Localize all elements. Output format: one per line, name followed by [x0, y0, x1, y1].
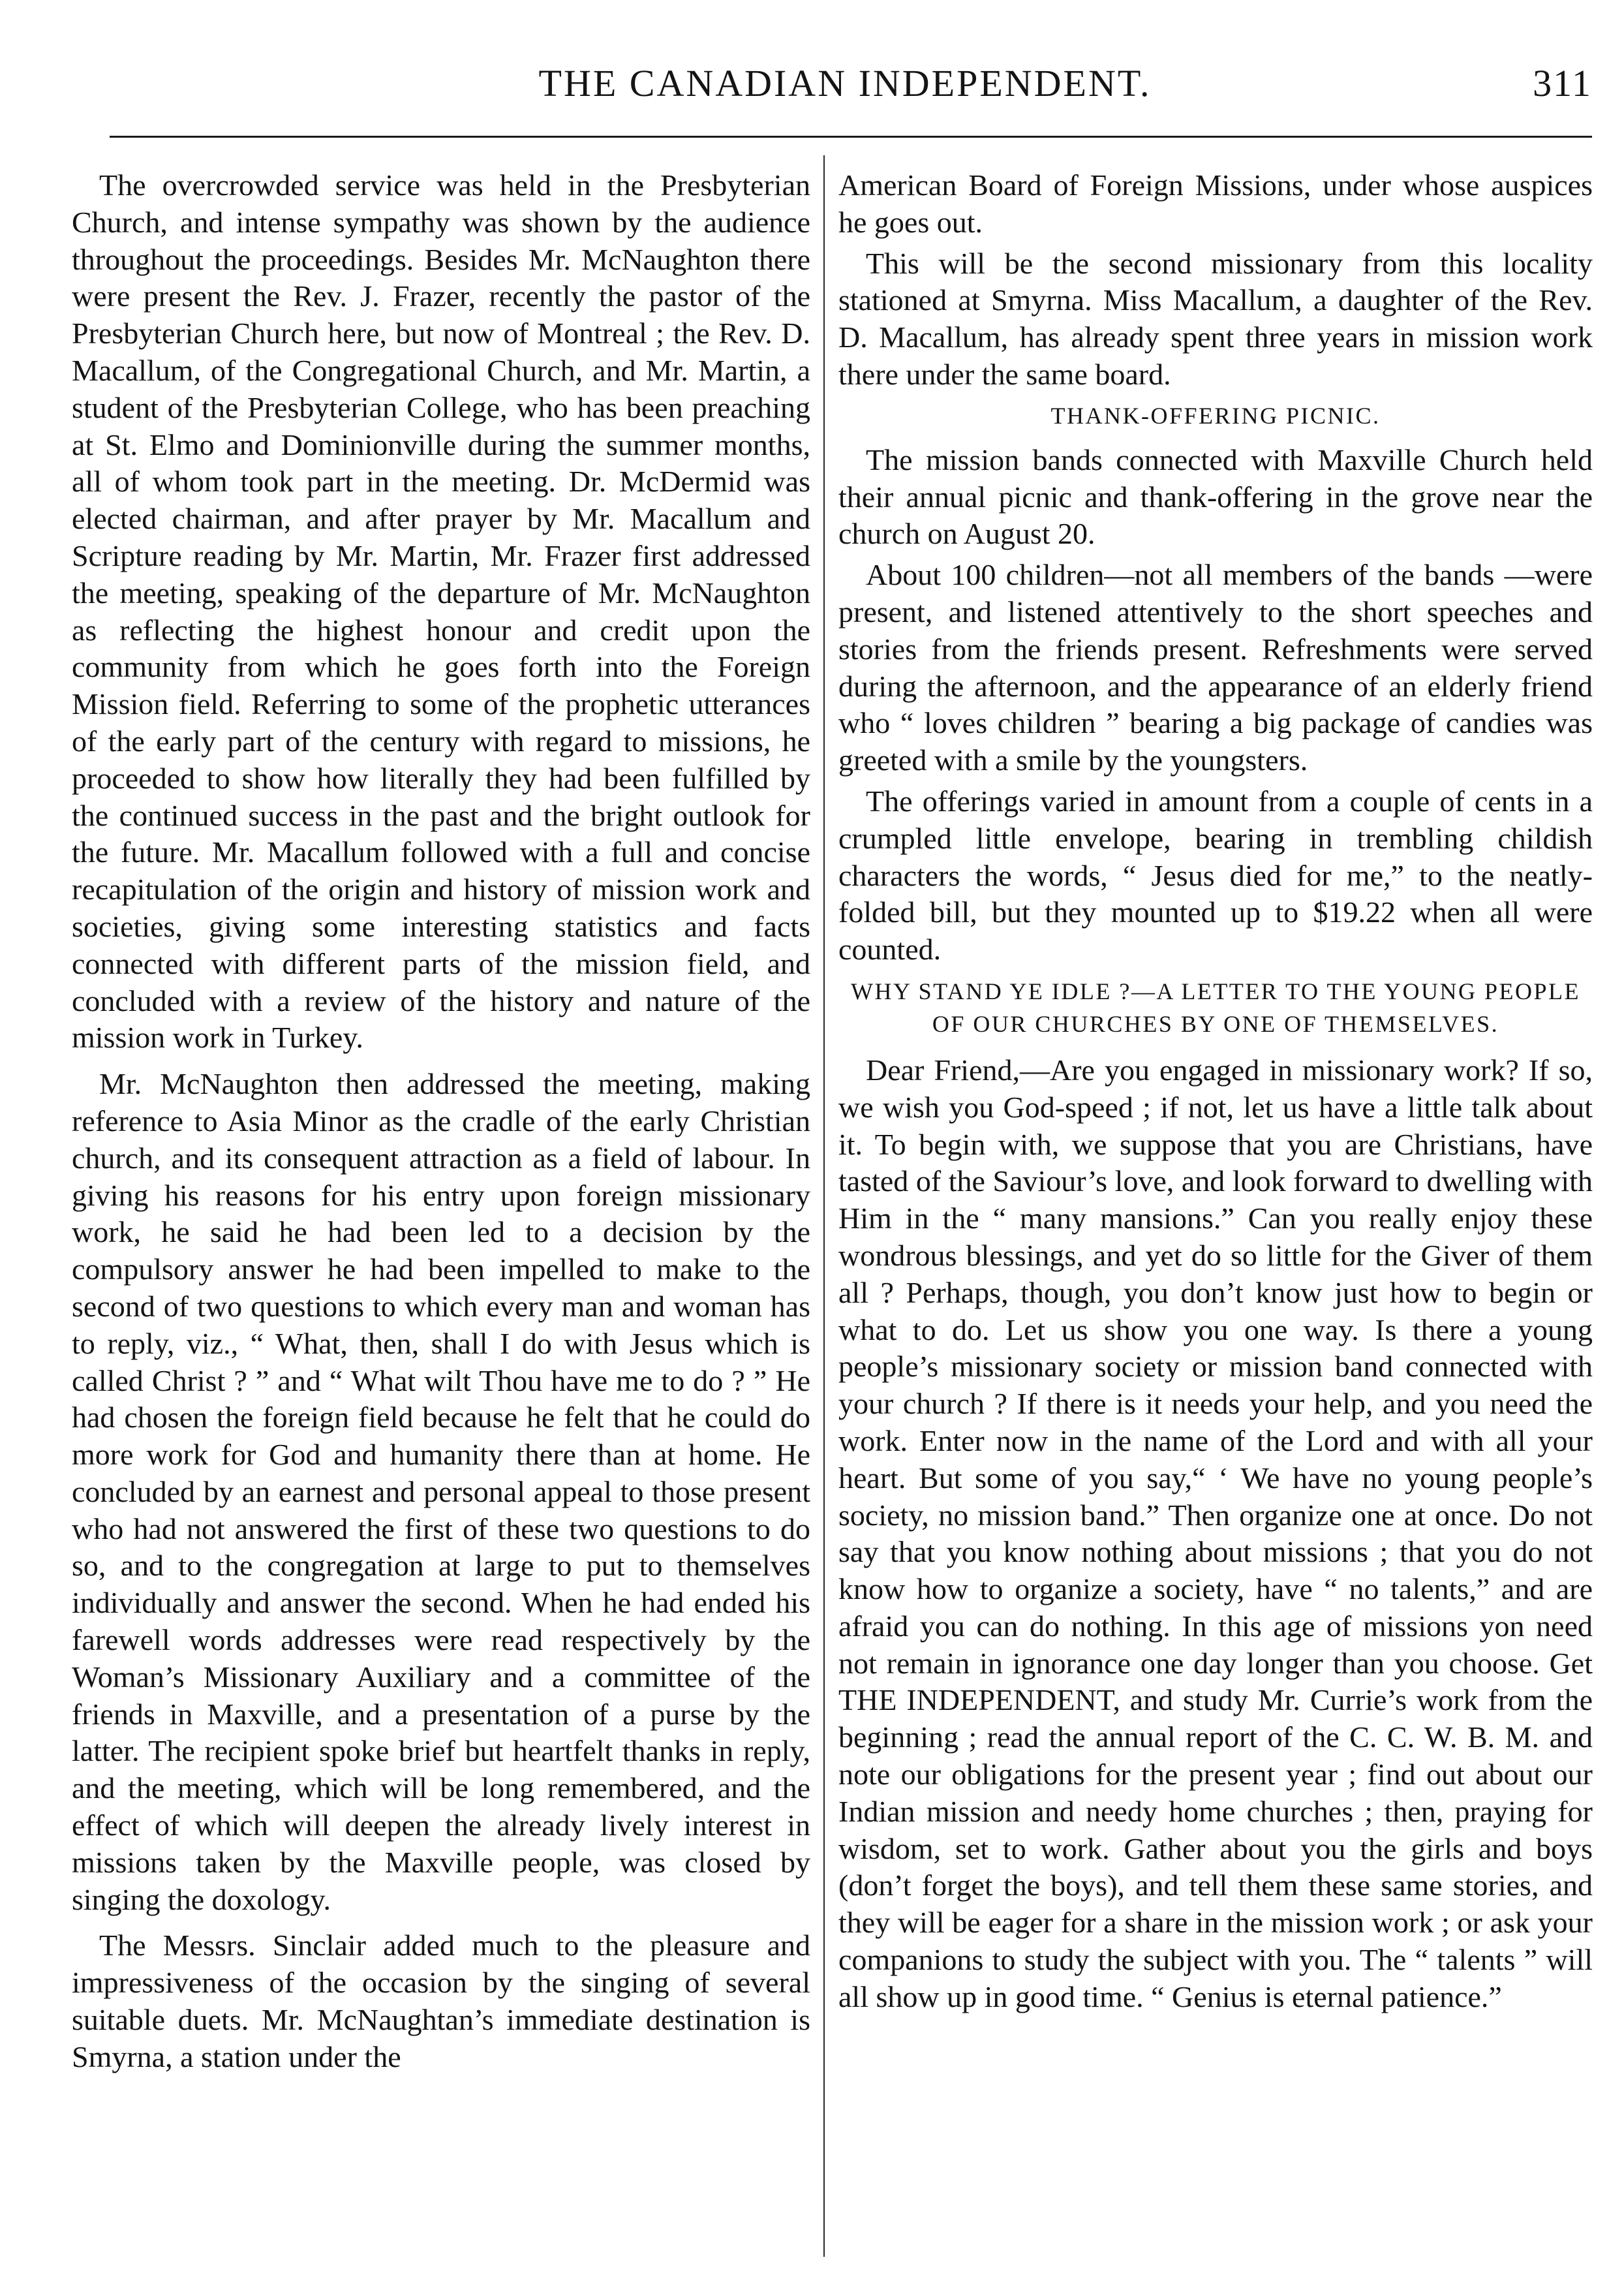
article-paragraph: The mission bands connected with Maxville Church held their annual picnic and thank-offering in the grove near the church on August 20.	[838, 442, 1593, 551]
right-column	[838, 167, 1593, 2025]
article-paragraph: Mr. McNaughton then addressed the meeting, making reference to Asia Minor as the cradle of the early Christian church, and its consequent attraction as a field of labour. In giving his reasons for his entry upon foreign missionary work, he said he had been led to a decision by the compulsory answer he had been impelled to make to the second of two questions to which every man and woman has to reply, viz., “ What, then, shall I do with Jesus which is called Christ ? ” and “ What wilt Thou have me to do ? ” He had chosen the foreign field because he felt that he could do more work for God and humanity there than at home. He concluded by an earnest and personal appeal to those present who had not answered the first of these two questions to do so, and to the congregation at large to put to themselves individually and answer the second. When he had ended his farewell words addresses were read respectively by the Woman’s Missionary Auxiliary and a committee of the friends in Maxville, and a presentation of a purse by the latter. The recipient spoke brief but heartfelt thanks in reply, and the meeting, which will be long remembered, and the effect of which will deepen the already lively interest in missions taken by the Maxville people, was closed by singing the doxology.	[72, 1067, 810, 1916]
header-rule	[110, 136, 1592, 138]
page-header	[98, 57, 1592, 110]
left-column	[72, 167, 810, 2085]
page-number: 311	[1533, 62, 1592, 104]
article-paragraph: The Messrs. Sinclair added much to the pleasure and impressiveness of the occasion by the singing of several suitable duets. Mr. McNaughtan’s immediate destination is Smyrna, a station under the	[72, 1929, 810, 2073]
section-heading-picnic: THANK-OFFERING PICNIC.	[1050, 402, 1381, 429]
article-paragraph: About 100 children—not all members of the bands —were present, and listened attentively to the short speeches and stories from the friends present. Refreshments were served during the afternoon, and the appearance of an elderly friend who “ loves children ” bearing a big package of candies was greeted with a smile by the youngsters.	[838, 558, 1593, 777]
letter-paragraph: Dear Friend,—Are you engaged in missionary work? If so, we wish you God-speed ; if not, let us have a little talk about it. To begin with, we suppose that you are Christians, have tasted of the Saviour’s love, and look forward to dwelling with Him in the “ many mansions.” Can you really enjoy these wondrous blessings, and yet do so little for the Giver of them all ? Perhaps, though, you don’t know just how to begin or what to do. Let us show you one way. Is there a young people’s missionary society or mission band connected with your church ? If there is it needs your help, and you need the work. Enter now in the name of the Lord and with all your heart. But some of you say,“ ‘ We have no young people’s society, no mission band.” Then organize one at once. Do not say that you know nothing about missions ; that you do not know how to organize a society, have “ no talents,” and are afraid you can do nothing. In this age of missions yon need not remain in ignorance one day longer than you choose. Get THE INDEPENDENT, and study Mr. Currie’s work from the beginning ; read the annual report of the C. C. W. B. M. and note our obligations for the present year ; find out about our Indian mission and needy home churches ; then, praying for wisdom, set to work. Gather about you the girls and boys (don’t forget the boys), and tell them these same stories, and they will be eager for a share in the mission work ; or ask your companions to study the subject with you. The “ talents ” will all show up in good time. “ Genius is eternal patience.”	[838, 1053, 1593, 2013]
article-paragraph: The offerings varied in amount from a couple of cents in a crumpled little envelope, bearing in trembling childish characters the words, “ Jesus died for me,” to the neatly-folded bill, but they mounted up to $19.22 when all were counted.	[838, 784, 1593, 967]
continuation-paragraph: American Board of Foreign Missions, under whose auspices he goes out.	[838, 168, 1593, 239]
section-heading-letter: WHY STAND YE IDLE ?—A LETTER TO THE YOUNG PEOPLE OF OUR CHURCHES BY ONE OF THEMSELVES.	[850, 978, 1580, 1037]
publication-title: THE CANADIAN INDEPENDENT.	[538, 62, 1152, 104]
article-paragraph: This will be the second missionary from this locality stationed at Smyrna. Miss Macallum, a daughter of the Rev. D. Macallum, has already spent three years in mission work there under the same board.	[838, 246, 1593, 391]
column-divider	[823, 155, 825, 2257]
article-paragraph: The overcrowded service was held in the Presbyterian Church, and intense sympathy was shown by the audience throughout the proceedings. Besides Mr. McNaughton there were present the Rev. J. Frazer, recently the pastor of the Presbyterian Church here, but now of Montreal ; the Rev. D. Macallum, of the Congregational Church, and Mr. Martin, a student of the Presbyterian College, who has been preaching at St. Elmo and Dominionville during the summer months, all of whom took part in the meeting. Dr. McDermid was elected chairman, and after prayer by Mr. Macallum and Scripture reading by Mr. Martin, Mr. Frazer first addressed the meeting, speaking of the departure of Mr. McNaughton as reflecting the highest honour and credit upon the community from which he goes forth into the Foreign Mission field. Referring to some of the prophetic utterances of the early part of the century with regard to missions, he proceeded to show how literally they had been fulfilled by the continued success in the past and the bright outlook for the future. Mr. Macallum followed with a full and concise recapitulation of the origin and history of mission work and societies, giving some interesting statistics and facts connected with different parts of the mission field, and concluded with a review of the history and nature of the mission work in Turkey.	[72, 168, 810, 1055]
